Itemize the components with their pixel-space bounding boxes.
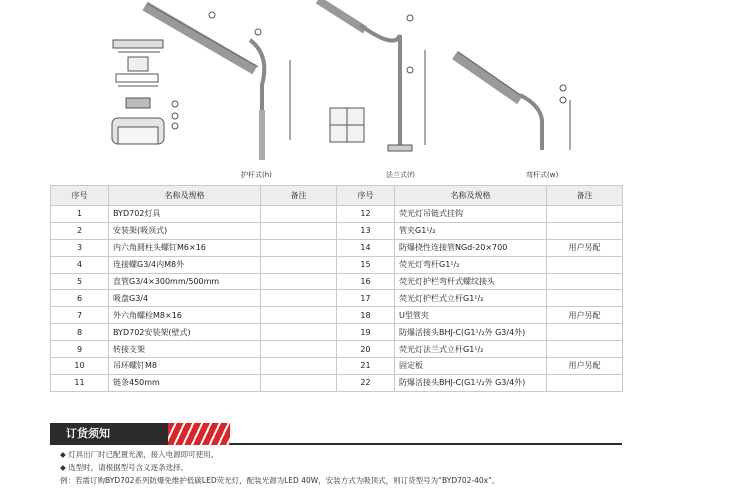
mounting-diagrams — [0, 0, 750, 183]
cell-remark-2 — [547, 374, 623, 391]
cell-no-2: 14 — [337, 239, 395, 256]
cell-remark — [261, 273, 337, 290]
cell-name: 吊环螺钉M8 — [109, 358, 261, 375]
caption-guardrail: 护杆式(h) — [241, 171, 272, 179]
cell-no-2: 18 — [337, 307, 395, 324]
fixture-detail-drawing — [112, 40, 178, 144]
cell-no: 9 — [51, 341, 109, 358]
cell-no-2: 12 — [337, 206, 395, 223]
cell-no: 1 — [51, 206, 109, 223]
table-row — [51, 290, 623, 307]
cell-name-2: 荧光灯吊链式挂钩 — [395, 206, 547, 223]
cell-no-2: 15 — [337, 256, 395, 273]
cell-name-2: 防爆挠性连接管NGd-20×700 — [395, 239, 547, 256]
ordering-section-header — [50, 423, 622, 445]
cell-remark-2 — [547, 206, 623, 223]
table-row — [51, 256, 623, 273]
cell-remark-2 — [547, 256, 623, 273]
guardrail-mount-drawing — [145, 4, 290, 160]
parts-table — [50, 185, 623, 392]
cell-remark — [261, 206, 337, 223]
cell-remark-2: 用户另配 — [547, 307, 623, 324]
section-title: 订货须知 — [50, 423, 175, 445]
note-example: 例：若需订购BYD702系列防爆免维护低碳LED荧光灯，配装光源为LED 40W，安装方式为吸顶式，则订货型号为“BYD702-40x”。 — [60, 476, 500, 485]
cell-name-2: 固定板 — [395, 358, 547, 375]
cell-name: 安装架(吸顶式) — [109, 222, 261, 239]
cell-name: 转接支架 — [109, 341, 261, 358]
caption-flange: 法兰式(f) — [386, 171, 415, 179]
cell-name-2: 荧光灯护栏弯杆式螺纹接头 — [395, 273, 547, 290]
table-row — [51, 273, 623, 290]
col-header-no-2: 序号 — [337, 186, 395, 206]
bent-pole-mount-drawing — [455, 52, 570, 150]
cell-remark-2 — [547, 324, 623, 341]
cell-no: 3 — [51, 239, 109, 256]
cell-no: 6 — [51, 290, 109, 307]
cell-no: 2 — [51, 222, 109, 239]
cell-name: 直管G3/4×300mm/500mm — [109, 273, 261, 290]
cell-no: 8 — [51, 324, 109, 341]
cell-remark — [261, 358, 337, 375]
col-header-name-2: 名称及规格 — [395, 186, 547, 206]
cell-remark — [261, 290, 337, 307]
cell-name-2: 管夹G1¹/₂ — [395, 222, 547, 239]
cell-no: 4 — [51, 256, 109, 273]
col-header-remark-2: 备注 — [547, 186, 623, 206]
table-row — [51, 307, 623, 324]
cell-remark — [261, 374, 337, 391]
col-header-remark: 备注 — [261, 186, 337, 206]
cell-name: 连接螺G3/4内M8外 — [109, 256, 261, 273]
installation-drawings — [0, 0, 750, 183]
cell-no-2: 21 — [337, 358, 395, 375]
cell-remark — [261, 324, 337, 341]
col-header-no: 序号 — [51, 186, 109, 206]
cell-name-2: 荧光灯弯杆G1¹/₂ — [395, 256, 547, 273]
cell-no: 5 — [51, 273, 109, 290]
col-header-name: 名称及规格 — [109, 186, 261, 206]
section-stripe-decoration — [168, 423, 230, 445]
note-1: ◆ 灯具出厂时已配置光源，接入电源即可使用。 — [60, 450, 219, 459]
note-2: ◆ 选型时，请根据型号含义逐条选择。 — [60, 463, 189, 472]
table-row — [51, 239, 623, 256]
cell-no: 10 — [51, 358, 109, 375]
cell-remark — [261, 256, 337, 273]
cell-no-2: 22 — [337, 374, 395, 391]
flange-mount-drawing — [318, 0, 425, 151]
section-divider — [230, 443, 622, 445]
table-row — [51, 374, 623, 391]
cell-remark — [261, 341, 337, 358]
cell-remark — [261, 222, 337, 239]
cell-no-2: 16 — [337, 273, 395, 290]
cell-remark — [261, 307, 337, 324]
table-header-row — [51, 186, 623, 206]
parts-table-body — [51, 206, 623, 392]
cell-name-2: 防爆活接头BHJ-C(G1¹/₂外 G3/4外) — [395, 324, 547, 341]
cell-no-2: 13 — [337, 222, 395, 239]
cell-remark — [261, 239, 337, 256]
cell-name: 外六角螺栓M8×16 — [109, 307, 261, 324]
cell-remark-2 — [547, 222, 623, 239]
cell-remark-2 — [547, 273, 623, 290]
cell-no: 11 — [51, 374, 109, 391]
cell-no-2: 19 — [337, 324, 395, 341]
cell-remark-2: 用户另配 — [547, 358, 623, 375]
table-row — [51, 206, 623, 223]
cell-name-2: 荧光灯法兰式立杆G1¹/₂ — [395, 341, 547, 358]
cell-no: 7 — [51, 307, 109, 324]
cell-name-2: 荧光灯护栏式立杆G1¹/₂ — [395, 290, 547, 307]
table-row — [51, 341, 623, 358]
table-row — [51, 324, 623, 341]
cell-remark-2 — [547, 341, 623, 358]
cell-name-2: 防爆活接头BHJ-C(G1¹/₂外 G3/4外) — [395, 374, 547, 391]
cell-name-2: U型管夹 — [395, 307, 547, 324]
cell-name: 链条450mm — [109, 374, 261, 391]
table-row — [51, 222, 623, 239]
cell-name: BYD702安装架(壁式) — [109, 324, 261, 341]
cell-no-2: 20 — [337, 341, 395, 358]
cell-name: BYD702灯具 — [109, 206, 261, 223]
caption-bent-pole: 弯杆式(w) — [526, 171, 559, 179]
cell-no-2: 17 — [337, 290, 395, 307]
cell-name: 吸盘G3/4 — [109, 290, 261, 307]
ordering-notes — [60, 448, 500, 487]
table-row — [51, 358, 623, 375]
cell-remark-2 — [547, 290, 623, 307]
cell-remark-2: 用户另配 — [547, 239, 623, 256]
cell-name: 内六角圆柱头螺钉M6×16 — [109, 239, 261, 256]
